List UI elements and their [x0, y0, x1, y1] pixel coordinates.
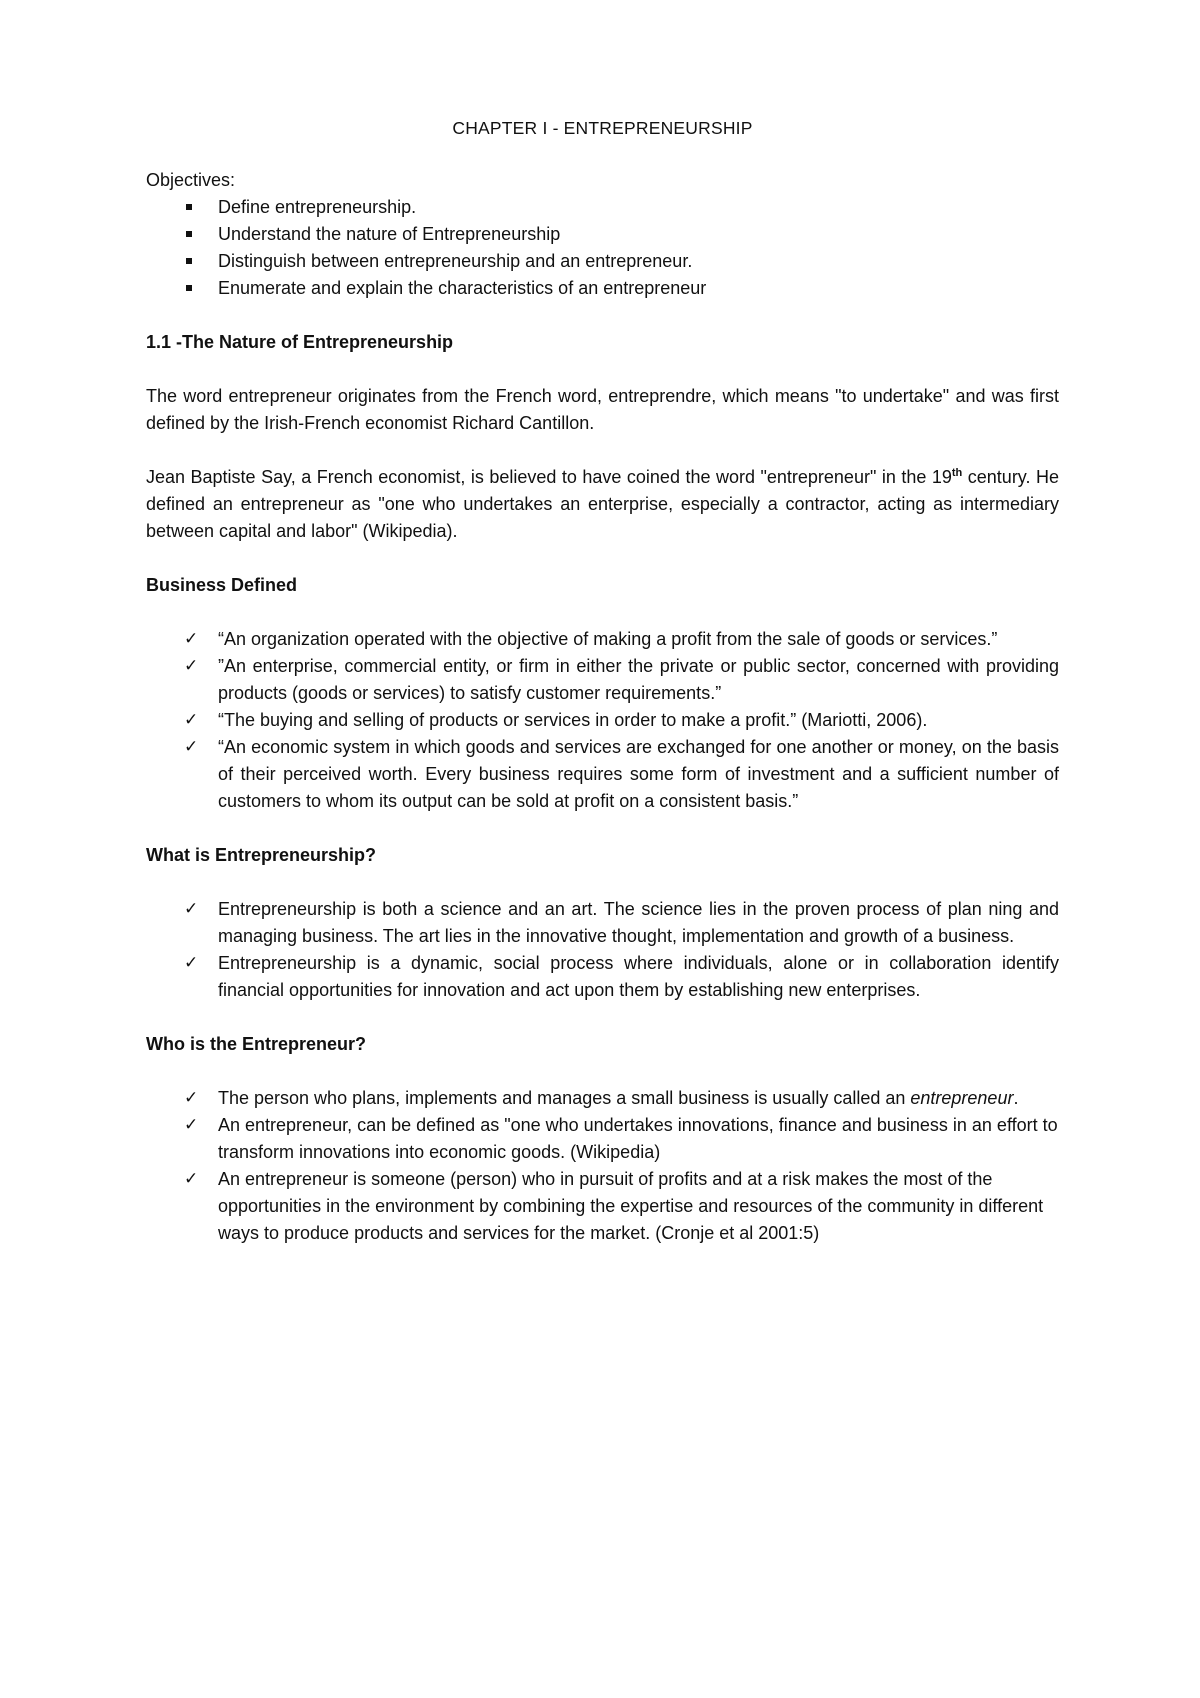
- section-heading-nature: 1.1 -The Nature of Entrepreneurship: [146, 332, 454, 352]
- list-item: ✓ Entrepreneurship is a dynamic, social process where individuals, alone or in collaboration identify financial opportunities for innovation and act upon them by establishing new enterprises.: [146, 950, 1059, 1004]
- list-item: ✓ An entrepreneur, can be defined as "one who undertakes innovations, finance and business in an effort to transform innovations into economic goods. (Wikipedia): [146, 1112, 1059, 1166]
- list-item: ✓ The person who plans, implements and manages a small business is usually called an entrepreneur.: [146, 1085, 1059, 1112]
- paragraph-say: Jean Baptiste Say, a French economist, is believed to have coined the word "entrepreneur" in the 19th century. He defined an entrepreneur as "one who undertakes an enterprise, especially a contractor, acting as intermediary between capital and labor" (Wikipedia).: [146, 467, 1059, 541]
- square-bullet-icon: [186, 285, 192, 291]
- paragraph-origin: The word entrepreneur originates from the French word, entreprendre, which means "to undertake" and was first defined by the Irish-French economist Richard Cantillon.: [146, 386, 1059, 433]
- objectives-list: [146, 194, 1059, 302]
- list-item: ✓ “An economic system in which goods and services are exchanged for one another or money, on the basis of their perceived worth. Every business requires some form of investment and a sufficient number of customers to whom its output can be sold at profit on a consistent basis.”: [146, 734, 1059, 815]
- square-bullet-icon: [186, 258, 192, 264]
- list-item: ✓ An entrepreneur is someone (person) who in pursuit of profits and at a risk makes the most of the opportunities in the environment by combining the expertise and resources of the community in different ways to produce products and services for the market. (Cronje et al 2001:5): [146, 1166, 1059, 1247]
- checkmark-icon: ✓: [184, 656, 199, 676]
- list-item: Define entrepreneurship.: [146, 194, 1059, 221]
- list-item: ✓ “The buying and selling of products or services in order to make a profit.” (Mariotti, 2006).: [146, 707, 1059, 734]
- checkmark-icon: ✓: [184, 899, 199, 919]
- checkmark-icon: ✓: [184, 953, 199, 973]
- checkmark-icon: ✓: [184, 737, 199, 757]
- checkmark-icon: ✓: [184, 629, 199, 649]
- objectives-label: Objectives:: [146, 170, 236, 190]
- list-item: ✓ Entrepreneurship is both a science and an art. The science lies in the proven process of plan ning and managing business. The art lies in the innovative thought, implementation and growth of a business.: [146, 896, 1059, 950]
- what-is-list: [146, 896, 1059, 1004]
- document-content: [146, 115, 1059, 1247]
- square-bullet-icon: [186, 204, 192, 210]
- who-is-list: [146, 1085, 1059, 1247]
- section-heading-who-is: Who is the Entrepreneur?: [146, 1034, 367, 1054]
- square-bullet-icon: [186, 231, 192, 237]
- checkmark-icon: ✓: [184, 1115, 199, 1135]
- section-heading-what-is: What is Entrepreneurship?: [146, 845, 377, 865]
- list-item: ✓ ”An enterprise, commercial entity, or firm in either the private or public sector, concerned with providing products (goods or services) to satisfy customer requirements.”: [146, 653, 1059, 707]
- checkmark-icon: ✓: [184, 1088, 199, 1108]
- list-item: Enumerate and explain the characteristics of an entrepreneur: [146, 275, 1059, 302]
- list-item: ✓ “An organization operated with the objective of making a profit from the sale of goods or services.”: [146, 626, 1059, 653]
- list-item: Distinguish between entrepreneurship and an entrepreneur.: [146, 248, 1059, 275]
- list-item: Understand the nature of Entrepreneurship: [146, 221, 1059, 248]
- business-definitions-list: [146, 626, 1059, 815]
- checkmark-icon: ✓: [184, 1169, 199, 1189]
- chapter-title: CHAPTER I - ENTREPRENEURSHIP: [452, 118, 753, 138]
- checkmark-icon: ✓: [184, 710, 199, 730]
- section-heading-business: Business Defined: [146, 575, 298, 595]
